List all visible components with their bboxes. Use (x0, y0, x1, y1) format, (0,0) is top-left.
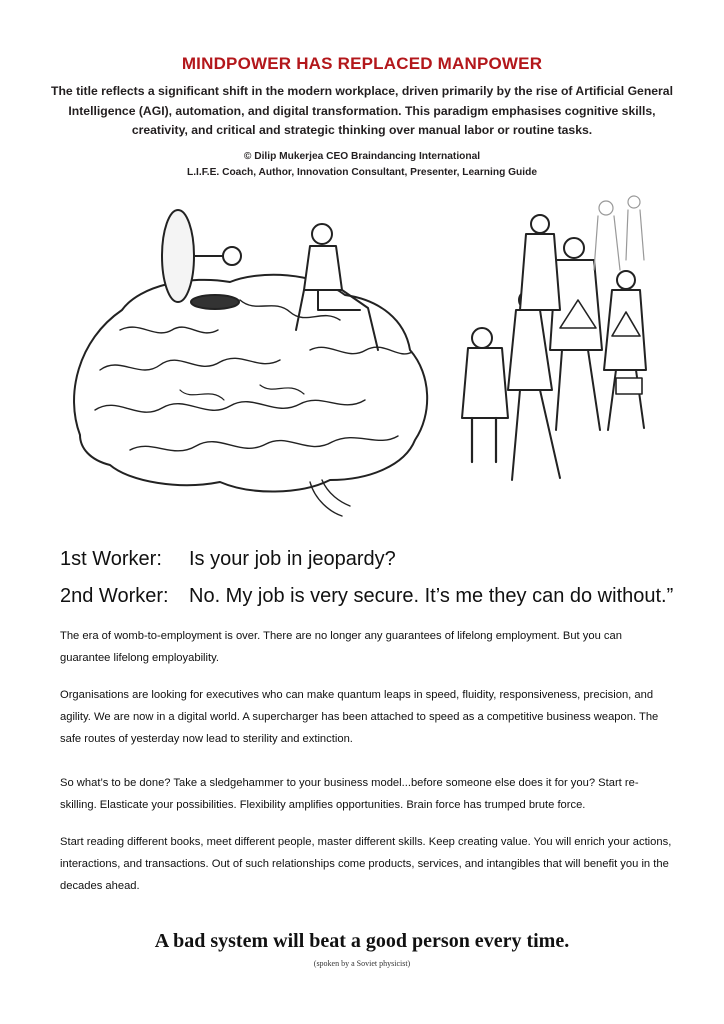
dialogue-line-1 (60, 548, 396, 571)
brain-workers-illustration (60, 190, 670, 530)
author-roles: L.I.F.E. Coach, Author, Innovation Consultant, Presenter, Learning Guide (187, 167, 537, 178)
dialogue-text: No. My job is very secure. It’s me they can do without.” (189, 585, 674, 607)
brain-drawing (74, 275, 427, 492)
speaker-label: 1st Worker: (60, 548, 162, 570)
closing-quote: A bad system will beat a good person every time. (154, 930, 570, 952)
quote-source: (spoken by a Soviet physicist) (313, 959, 411, 968)
page-title: MINDPOWER HAS REPLACED MANPOWER (181, 54, 543, 73)
body-paragraph: Organisations are looking for executives who can make quantum leaps in speed, fluidity, responsiveness, precision, and agility. We are now in a digital world. A supercharger has been attached to speed as a competitive business weapon. The safe routes of yesterday now lead to sterility and extinction. (60, 689, 659, 745)
body-paragraph: Start reading different books, meet different people, master different skills. Keep creating value. You will enrich your actions, interactions, and transactions. Out of such relationships come products, services, and intangibles that will benefit you in the decades ahead. (60, 836, 672, 892)
body-paragraph: The era of womb-to-employment is over. There are no longer any guarantees of lifelong employment. But you can guarantee lifelong employability. (60, 630, 622, 664)
body-paragraph: So what’s to be done? Take a sledgehammer to your business model...before someone else does it for you? Start re-skilling. Elasticate your possibilities. Flexibility amplifies opportunities. Brain force has trumped brute force. (60, 777, 639, 811)
speaker-label: 2nd Worker: (60, 585, 169, 607)
author-credit: © Dilip Mukerjea CEO Braindancing International (243, 151, 481, 162)
dialogue-text: Is your job in jeopardy? (189, 548, 396, 570)
dialogue-line-2 (60, 585, 673, 608)
intro-paragraph: The title reflects a significant shift in the modern workplace, driven primarily by the rise of Artificial General Intelligence (AGI), automation, and digital transformation. This paradigm emphasises cognitive skills, creativity, and critical and strategic thinking over manual labor or routine tasks. (51, 84, 673, 137)
